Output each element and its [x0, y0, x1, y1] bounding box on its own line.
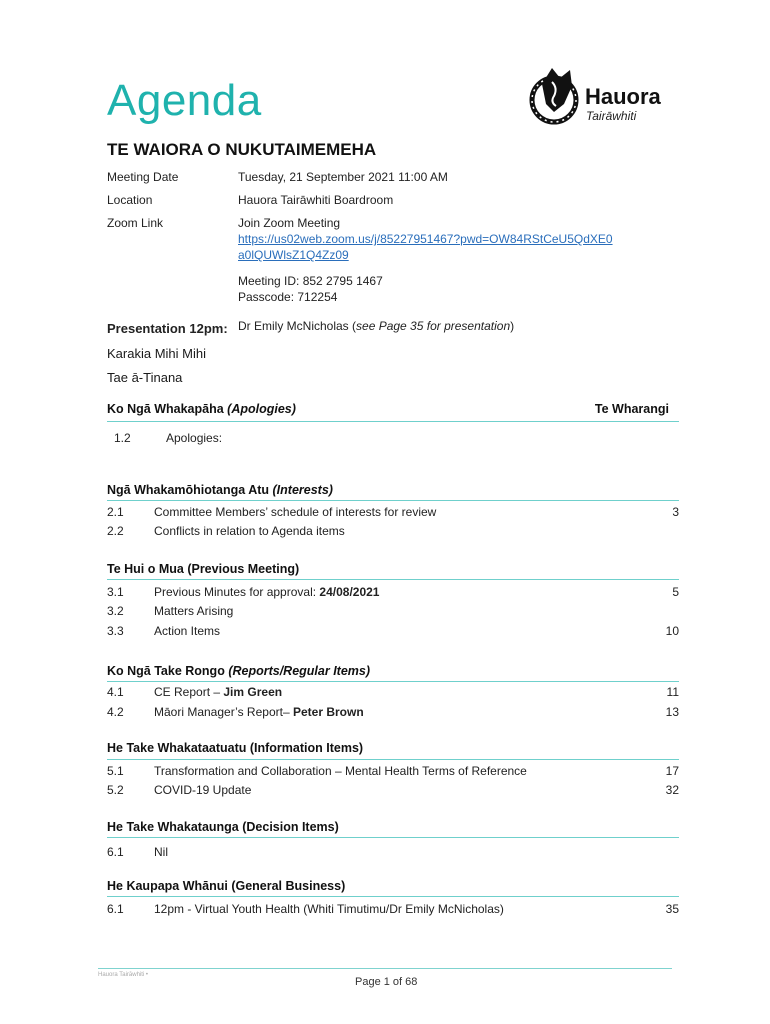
item-number: 5.1	[107, 764, 124, 778]
section-title: Ngā Whakamōhiotanga Atu	[107, 483, 273, 497]
section-title: Ko Ngā Whakapāha	[107, 402, 228, 416]
item-bold-text: Peter Brown	[292, 705, 364, 719]
agenda-item	[107, 764, 679, 782]
item-text: Conflicts in relation to Agenda items	[154, 524, 345, 538]
karakia: Karakia Mihi Mihi	[107, 346, 206, 361]
item-page: 35	[665, 902, 679, 916]
agenda-item	[107, 604, 679, 622]
section-rule	[107, 500, 679, 501]
item-text: Transformation and Collaboration – Mental Health Terms of Reference	[154, 764, 527, 778]
item-page: 10	[665, 624, 679, 638]
agenda-item	[107, 705, 679, 723]
item-number: 6.1	[107, 902, 124, 916]
agenda-item	[107, 845, 679, 863]
section-rule	[107, 681, 679, 682]
section-heading	[107, 562, 679, 576]
presenter: Dr Emily McNicholas (	[238, 319, 357, 333]
page-column-header: Te Wharangi	[594, 402, 669, 416]
item-number: 6.1	[107, 845, 124, 859]
agenda-item	[107, 685, 679, 703]
meeting-date-value: Tuesday, 21 September 2021 11:00 AM	[238, 170, 448, 184]
item-number: 3.2	[107, 604, 124, 618]
section-title: He Take Whakataunga (Decision Items)	[107, 820, 339, 834]
location-value: Hauora Tairāwhiti Boardroom	[238, 193, 394, 207]
section-title: He Kaupapa Whānui (General Business)	[107, 879, 346, 893]
item-text: Action Items	[154, 624, 221, 638]
hauora-koru-logo-icon	[528, 64, 586, 128]
section-title: Te Hui o Mua (Previous Meeting)	[107, 562, 300, 576]
tae-a-tinana: Tae ā-Tinana	[107, 370, 183, 385]
section-rule	[107, 421, 679, 422]
zoom-url-line2[interactable]: a0lQUWlsZ1Q4Zz09	[238, 248, 349, 262]
meeting-date-label: Meeting Date	[107, 170, 179, 184]
agenda-item	[107, 524, 679, 542]
agenda-item	[107, 783, 679, 801]
presentation-label: Presentation 12pm:	[107, 321, 228, 336]
agenda-item	[114, 431, 686, 449]
section-title-italic: (Apologies)	[227, 402, 296, 416]
section-heading	[107, 664, 679, 678]
item-number: 3.3	[107, 624, 124, 638]
item-text: CE Report –	[154, 685, 224, 699]
section-title-italic: (Reports/Regular Items)	[228, 664, 371, 678]
meeting-id: Meeting ID: 852 2795 1467	[238, 274, 383, 288]
item-text: Apologies:	[166, 431, 223, 445]
item-number: 3.1	[107, 585, 124, 599]
section-heading	[107, 820, 679, 834]
section-rule	[107, 759, 679, 760]
item-bold-text: Jim Green	[223, 685, 283, 699]
agenda-item	[107, 902, 679, 920]
section-title: He Take Whakataatuatu (Information Items)	[107, 741, 364, 755]
item-page: 17	[665, 764, 679, 778]
section-title: Ko Ngā Take Rongo	[107, 664, 229, 678]
section-rule	[107, 837, 679, 838]
committee-name: TE WAIORA O NUKUTAIMEMEHA	[107, 140, 377, 159]
section-heading	[107, 483, 679, 497]
item-text: Previous Minutes for approval:	[154, 585, 320, 599]
logo-name: Hauora	[585, 84, 661, 109]
item-number: 1.2	[114, 431, 131, 445]
location-label: Location	[107, 193, 153, 207]
agenda-item	[107, 624, 679, 642]
item-number: 5.2	[107, 783, 124, 797]
section-title-italic: (Interests)	[272, 483, 333, 497]
section-heading	[107, 741, 679, 755]
item-text: 12pm - Virtual Youth Health (Whiti Timutimu/Dr Emily McNicholas)	[154, 902, 504, 916]
item-number: 4.2	[107, 705, 124, 719]
zoom-link-label: Zoom Link	[107, 216, 164, 230]
section-heading	[107, 402, 679, 416]
item-number: 2.1	[107, 505, 124, 519]
footer-org: Hauora Tairāwhiti •	[98, 972, 149, 978]
item-number: 2.2	[107, 524, 124, 538]
zoom-join-text: Join Zoom Meeting	[238, 216, 341, 230]
item-text: Matters Arising	[154, 604, 234, 618]
item-text: Māori Manager’s Report–	[154, 705, 293, 719]
item-page: 13	[665, 705, 679, 719]
item-bold-text: 24/08/2021	[319, 585, 380, 599]
item-text: COVID-19 Update	[154, 783, 252, 797]
page-number: Page 1 of 68	[355, 976, 418, 988]
item-page: 5	[672, 585, 679, 599]
section-heading	[107, 879, 679, 893]
item-page: 3	[672, 505, 679, 519]
passcode: Passcode: 712254	[238, 290, 338, 304]
item-number: 4.1	[107, 685, 124, 699]
presentation-note: see Page 35 for presentation	[356, 319, 511, 333]
agenda-item	[107, 505, 679, 523]
presentation-close: )	[510, 319, 515, 333]
section-rule	[107, 896, 679, 897]
agenda-item	[107, 585, 679, 603]
item-text: Nil	[154, 845, 168, 859]
section-rule	[107, 579, 679, 580]
item-page: 11	[666, 685, 679, 699]
zoom-url-line1[interactable]: https://us02web.zoom.us/j/85227951467?pwd=OW84RStCeU5QdXE0	[238, 232, 613, 246]
agenda-title: Agenda	[107, 76, 262, 125]
item-page: 32	[665, 783, 679, 797]
presentation-value	[238, 318, 514, 334]
logo-sub: Tairāwhiti	[586, 109, 637, 123]
footer-rule	[98, 968, 672, 969]
item-text: Committee Members’ schedule of interests for review	[154, 505, 437, 519]
